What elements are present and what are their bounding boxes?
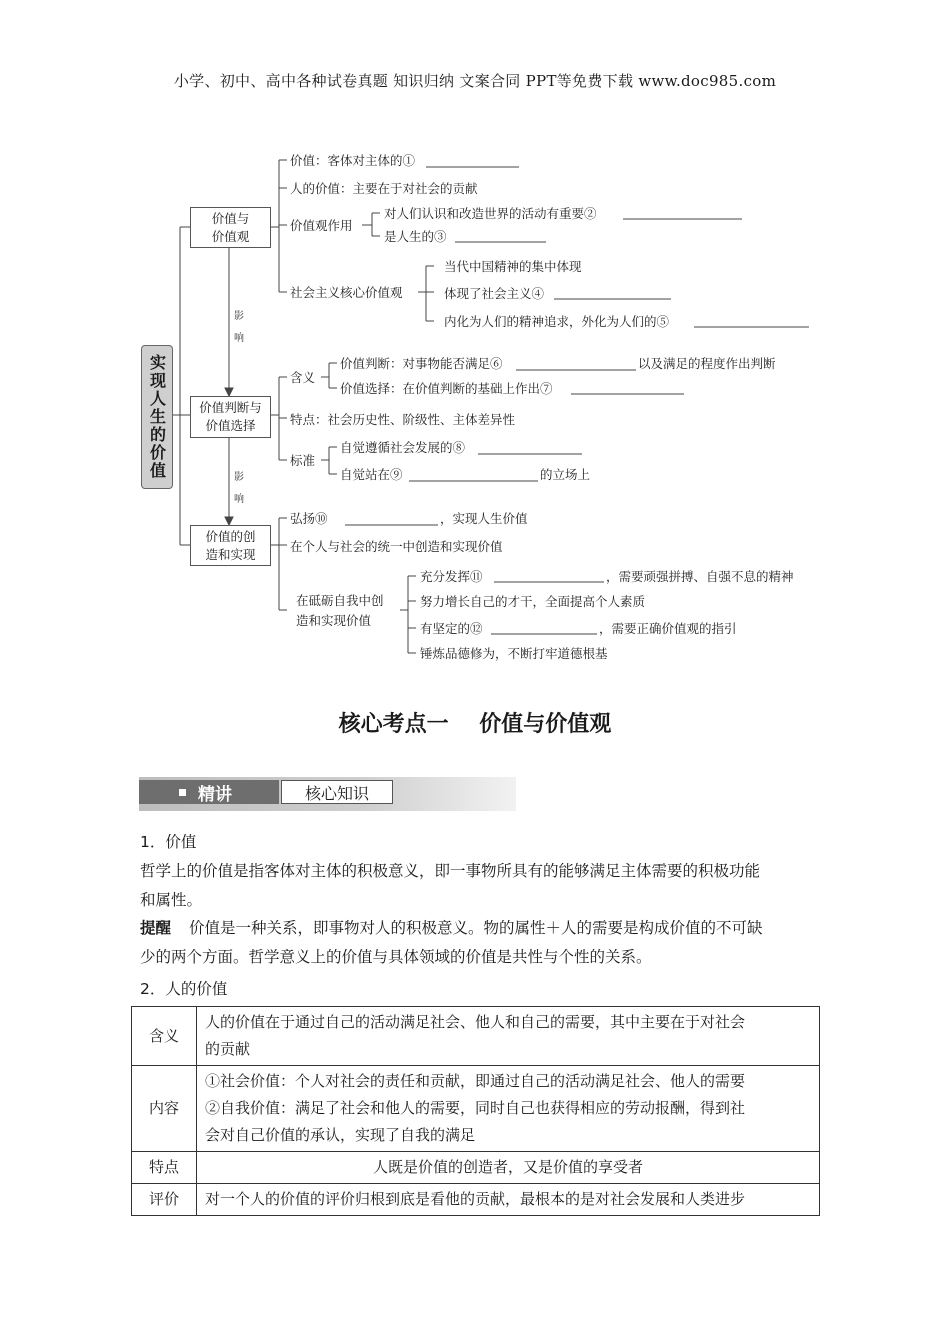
row-key: 内容 bbox=[132, 1066, 197, 1152]
node-creation-and-realization: 价值的创 造和实现 bbox=[190, 525, 271, 566]
mm-t-c: 有坚定的⑫ bbox=[420, 621, 483, 636]
s1-para-line1: 哲学上的价值是指客体对主体的积极意义，即一事物所具有的能够满足主体需要的积极功能 bbox=[140, 862, 761, 880]
cell-line: 人的价值在于通过自己的活动满足社会、他人和自己的需要，其中主要在于对社会 bbox=[205, 1013, 746, 1031]
cell-line: ②自我价值：满足了社会和他人的需要，同时自己也获得相应的劳动报酬，得到社 bbox=[205, 1099, 746, 1117]
influence-label-2: 影响 bbox=[234, 472, 244, 505]
table-row bbox=[132, 1066, 820, 1152]
row-value bbox=[197, 1066, 820, 1152]
mm-judge-tail: 以及满足的程度作出判断 bbox=[638, 356, 776, 371]
banner-left bbox=[139, 780, 279, 804]
human-value-table bbox=[131, 1006, 820, 1216]
mm-value-def: 价值：客体对主体的① bbox=[290, 153, 416, 168]
banner-left-label: 精讲 bbox=[198, 784, 232, 805]
mm-role-b: 是人生的③ bbox=[384, 229, 447, 244]
mm-t-c-tail: ，需要正确价值观的指引 bbox=[599, 621, 737, 636]
mm-core-b: 体现了社会主义④ bbox=[444, 286, 545, 301]
mm-std-a: 自觉遵循社会发展的⑧ bbox=[340, 440, 466, 455]
cell-line: ①社会价值：个人对社会的责任和贡献，即通过自己的活动满足社会、他人的需要 bbox=[205, 1072, 746, 1090]
section-title: 核心考点一 价值与价值观 bbox=[338, 712, 612, 737]
s1-tip-line1 bbox=[140, 914, 763, 943]
cell-line: 对一个人的价值的评价归根到底是看他的贡献，最根本的是对社会发展和人类进步 bbox=[205, 1190, 746, 1208]
mm-std-b-tail: 的立场上 bbox=[540, 467, 591, 482]
mm-role-a: 对人们认识和改造世界的活动有重要② bbox=[384, 206, 597, 221]
tip-text-1: 价值是一种关系，即事物对人的积极意义。物的属性＋人的需要是构成价值的不可缺 bbox=[189, 919, 763, 937]
mm-role-label: 价值观作用 bbox=[290, 218, 353, 233]
mm-meaning-label: 含义 bbox=[290, 370, 316, 385]
row-value bbox=[197, 1152, 820, 1184]
row-value bbox=[197, 1184, 820, 1216]
row-value bbox=[197, 1007, 820, 1066]
cell-line: 会对自己价值的承认，实现了自我的满足 bbox=[205, 1126, 476, 1144]
table-row bbox=[132, 1184, 820, 1216]
square-bullet-icon bbox=[179, 789, 186, 796]
row-key: 评价 bbox=[132, 1184, 197, 1216]
s1-tip-line2: 少的两个方面。哲学意义上的价值与具体领域的价值是共性与个性的关系。 bbox=[140, 948, 652, 966]
mm-core-label: 社会主义核心价值观 bbox=[290, 285, 403, 300]
influence-label-1: 影响 bbox=[234, 311, 244, 344]
mm-temper-label: 在砥砺自我中创 造和实现价值 bbox=[296, 593, 384, 628]
row-key: 特点 bbox=[132, 1152, 197, 1184]
mm-t-a-tail: ，需要顽强拼搏、自强不息的精神 bbox=[606, 569, 794, 584]
mm-carry: 弘扬⑩ bbox=[290, 511, 328, 526]
node-judgment-and-choice: 价值判断与 价值选择 bbox=[190, 396, 271, 438]
mm-standard-label: 标准 bbox=[290, 453, 316, 468]
mm-t-a: 充分发挥⑪ bbox=[420, 569, 483, 584]
row-key: 含义 bbox=[132, 1007, 197, 1066]
mm-carry-tail: ，实现人生价值 bbox=[440, 511, 528, 526]
mindmap-root: 实现人生的价值 bbox=[141, 345, 173, 489]
mm-core-c: 内化为人们的精神追求，外化为人们的⑤ bbox=[444, 314, 670, 329]
cell-line: 的贡献 bbox=[205, 1040, 251, 1058]
table-row bbox=[132, 1007, 820, 1066]
cell-line: 人既是价值的创造者，又是价值的享受者 bbox=[372, 1158, 643, 1176]
table-row bbox=[132, 1152, 820, 1184]
node-value-and-values: 价值与 价值观 bbox=[190, 207, 271, 248]
page-header: 小学、初中、高中各种试卷真题 知识归纳 文案合同 PPT等免费下载 www.doc985.com bbox=[173, 72, 777, 90]
s1-para-line2: 和属性。 bbox=[140, 891, 203, 909]
mm-t-d: 锤炼品德修为，不断打牢道德根基 bbox=[420, 646, 608, 661]
mm-choose: 价值选择：在价值判断的基础上作出⑦ bbox=[340, 381, 553, 396]
banner-right-label: 核心知识 bbox=[281, 780, 393, 804]
mm-judge: 价值判断：对事物能否满足⑥ bbox=[340, 356, 503, 371]
tip-label: 提醒 bbox=[140, 919, 172, 937]
mm-std-b: 自觉站在⑨ bbox=[340, 467, 403, 482]
s1-heading: 1．价值 bbox=[140, 833, 197, 851]
mm-human-value: 人的价值：主要在于对社会的贡献 bbox=[290, 181, 478, 196]
s2-heading: 2．人的价值 bbox=[140, 980, 228, 998]
mm-feature: 特点：社会历史性、阶级性、主体差异性 bbox=[290, 412, 516, 427]
mm-t-b: 努力增长自己的才干，全面提高个人素质 bbox=[420, 594, 646, 609]
mm-core-a: 当代中国精神的集中体现 bbox=[444, 259, 582, 274]
mm-unity: 在个人与社会的统一中创造和实现价值 bbox=[290, 539, 503, 554]
